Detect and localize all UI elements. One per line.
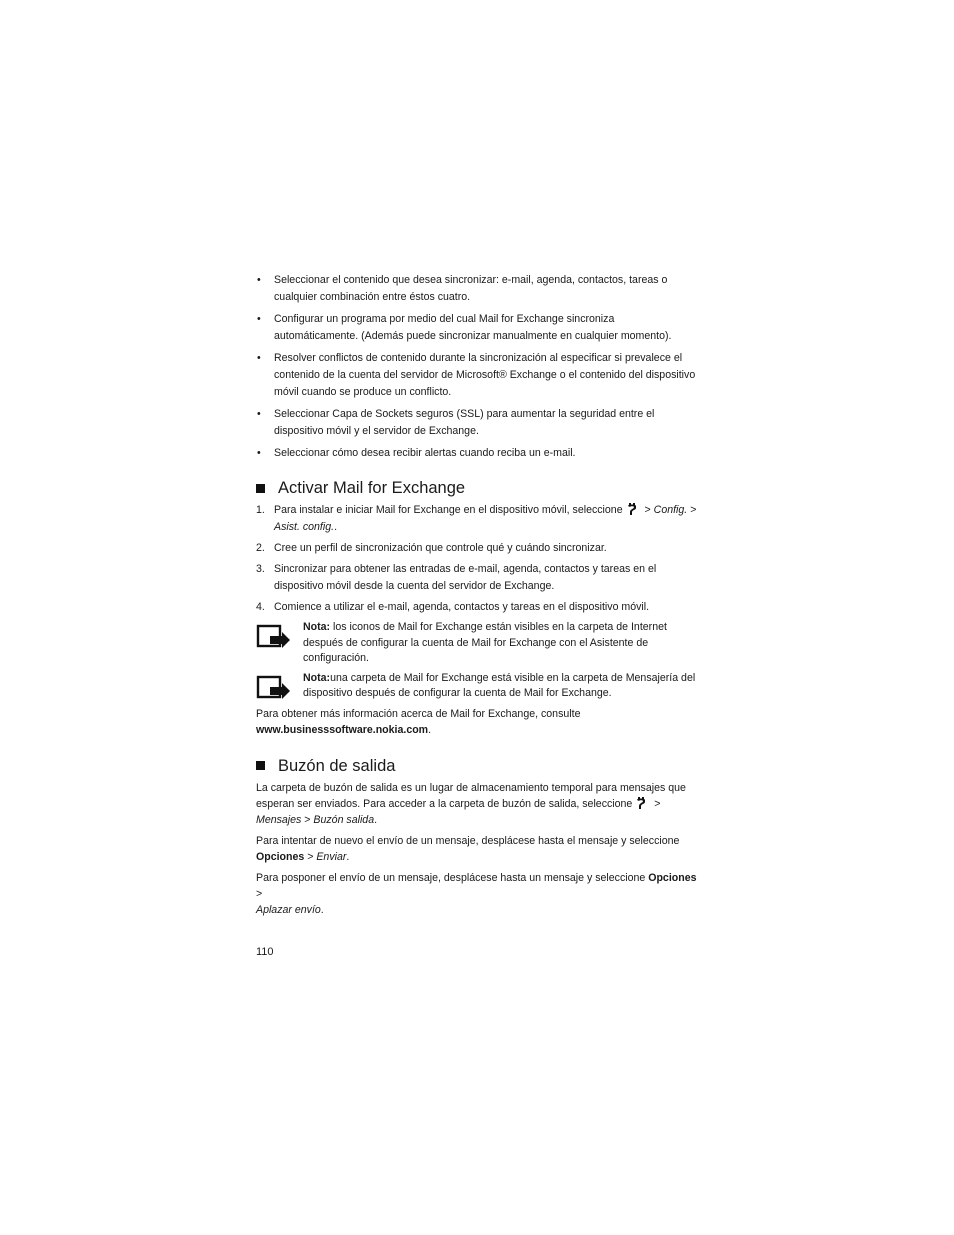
postpone-command: Aplazar envío — [256, 903, 321, 916]
note-block — [256, 620, 698, 667]
outbox-paragraph — [256, 780, 698, 828]
menu-path-asist: Asist. config. — [274, 521, 335, 533]
note-text: una carpeta de Mail for Exchange está visible en la carpeta de Mensajería del dispositivo después de configurar la cuenta de Mail for Exchange. — [303, 671, 696, 699]
list-item: • Seleccionar el contenido que desea sincronizar: e-mail, agenda, contactos, tareas o cualquier combinación entre éstos cuatro. — [256, 272, 698, 306]
menu-key-icon — [626, 502, 638, 516]
note-icon — [256, 674, 292, 700]
note-text: los iconos de Mail for Exchange están visibles en la carpeta de Internet después de configurar la cuenta de Mail for Exchange con el Asistente de configuración. — [303, 621, 667, 664]
separator: > — [301, 813, 314, 826]
step-text: Cree un perfil de sincronización que controle qué y cuándo sincronizar. — [274, 542, 607, 554]
punctuation: . — [320, 903, 324, 916]
paragraph-text: Para intentar de nuevo el envío de un mensaje, desplácese hasta el mensaje y seleccione — [256, 834, 680, 847]
list-item: • Resolver conflictos de contenido durante la sincronización al especificar si prevalece el contenido de la cuenta del servidor de Microsoft® Exchange o el contenido del dispositivo móvil cuando se produce un conflicto. — [256, 350, 698, 401]
step-number: 2. — [256, 542, 265, 554]
punctuation: . — [428, 723, 432, 736]
note-icon — [256, 623, 292, 649]
step-item — [256, 561, 698, 595]
step-number: 1. — [256, 504, 265, 516]
postpone-paragraph — [256, 870, 698, 918]
menu-key-icon — [635, 796, 647, 810]
square-bullet-icon — [256, 761, 265, 770]
send-command: Enviar — [316, 850, 347, 863]
resend-paragraph — [256, 833, 698, 865]
paragraph-text: La carpeta de buzón de salida es un lugar de almacenamiento temporal para mensajes que esperan ser enviados. Para acceder a la carpeta de buzón de salida, seleccione — [256, 781, 686, 810]
list-item: • Seleccionar cómo desea recibir alertas cuando reciba un e-mail. — [256, 445, 698, 462]
heading-text: Activar Mail for Exchange — [278, 479, 466, 497]
separator: > — [304, 850, 317, 863]
more-info-text: Para obtener más información acerca de Mail for Exchange, consulte — [256, 707, 581, 720]
list-item: • Configurar un programa por medio del cual Mail for Exchange sincroniza automáticamente. (Además puede sincronizar manualmente en cualquier momento). — [256, 311, 698, 345]
step-text: Sincronizar para obtener las entradas de e-mail, agenda, contactos y tareas en el dispositivo móvil desde la cuenta del servidor de Exchange. — [274, 563, 657, 592]
note-label: Nota: — [303, 671, 331, 684]
menu-path-config: Config. — [653, 504, 688, 516]
steps-list — [256, 502, 698, 616]
punctuation: . — [334, 521, 338, 533]
options-command: Opciones — [256, 850, 305, 863]
step-text: Comience a utilizar el e-mail, agenda, contactos y tareas en el dispositivo móvil. — [274, 601, 650, 613]
website-link[interactable]: www.businesssoftware.nokia.com — [256, 723, 429, 736]
more-info-paragraph — [256, 706, 698, 738]
heading-text: Buzón de salida — [278, 756, 396, 775]
menu-path-buzon-salida: Buzón salida — [313, 813, 375, 826]
page-content — [256, 272, 698, 923]
separator: > — [256, 887, 263, 900]
section-heading-buzon — [256, 756, 698, 776]
separator: > — [651, 797, 661, 810]
options-command: Opciones — [648, 871, 697, 884]
list-item: • Seleccionar Capa de Sockets seguros (SSL) para aumentar la seguridad entre el dispositivo móvil y el servidor de Exchange. — [256, 406, 698, 440]
step-item — [256, 599, 698, 616]
step-number: 3. — [256, 563, 265, 575]
note-label: Nota: — [303, 621, 331, 633]
paragraph-text: Para posponer el envío de un mensaje, desplácese hasta un mensaje y seleccione — [256, 871, 649, 884]
step-text: Para instalar e iniciar Mail for Exchange en el dispositivo móvil, seleccione — [274, 504, 623, 516]
step-number: 4. — [256, 601, 265, 613]
punctuation: . — [374, 813, 378, 826]
page-number: 110 — [256, 946, 274, 958]
punctuation: . — [346, 850, 350, 863]
separator: > — [687, 504, 697, 516]
square-bullet-icon — [256, 484, 265, 493]
step-item — [256, 540, 698, 557]
menu-path-mensajes: Mensajes — [256, 813, 302, 826]
note-block — [256, 671, 698, 702]
separator: > — [641, 504, 654, 516]
feature-list — [256, 272, 698, 462]
step-item — [256, 502, 698, 536]
section-heading-activar — [256, 478, 698, 498]
